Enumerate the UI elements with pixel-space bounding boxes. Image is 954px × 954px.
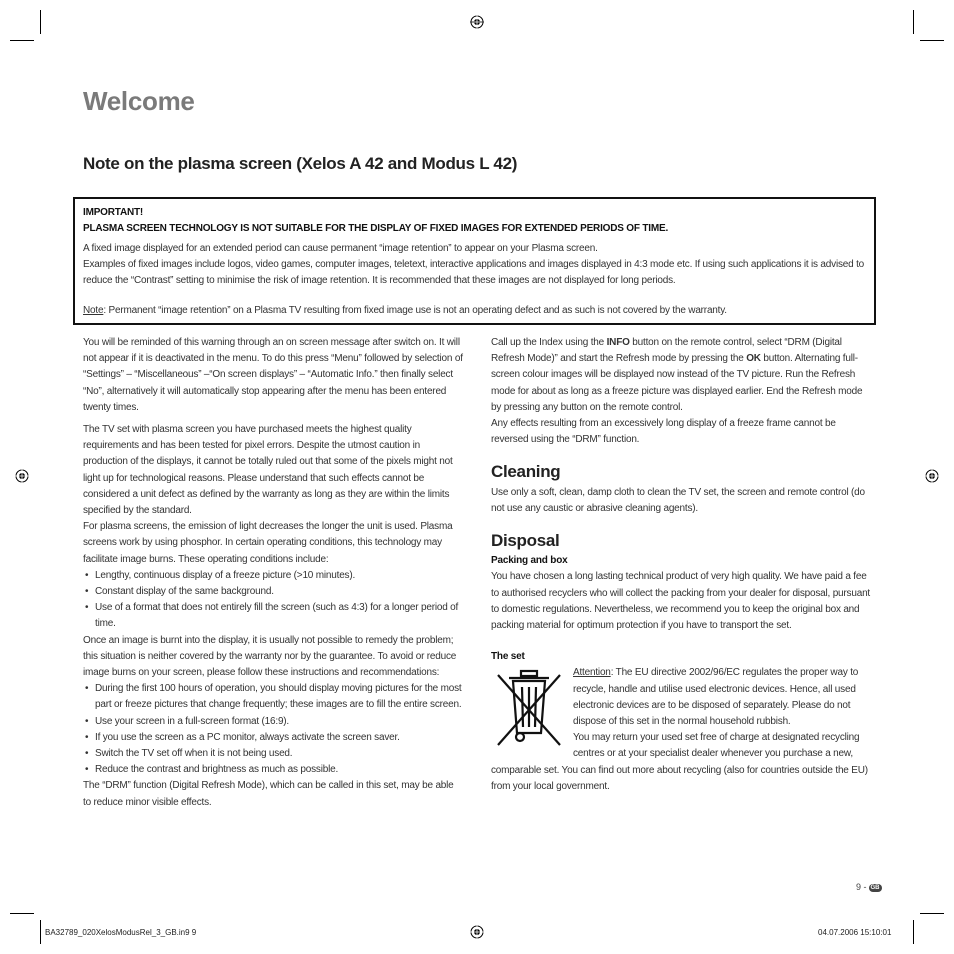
- note-label: Note: [83, 305, 104, 316]
- text-run: button on the remote control, select “DRM (Digital Refresh Mode)” and start the Refresh mode by pressing the: [491, 337, 842, 365]
- list-item: • During the first 100 hours of operation, you should display moving pictures for the most part or freeze pictures that change frequently; these images are to fill the entire screen.: [83, 681, 463, 713]
- footer-file-info: BA32789_020XelosModusRel_3_GB.in9 9: [45, 928, 197, 937]
- paragraph: The TV set with plasma screen you have purchased meets the highest quality requirements and has been tested for pixel errors. Despite the utmost caution in production of the displays, it cannot be totally ruled out that some of the pixels might not light up for technological reasons. Please understand that such effects cannot be considered a unit defect as defined by the warranty as long as they are within the limits specified by the standard.: [83, 424, 453, 517]
- list-item: • Use of a format that does not entirely fill the screen (such as 4:3) for a longer period of time.: [83, 600, 463, 632]
- list-item: • Reduce the contrast and brightness as much as possible.: [83, 762, 463, 778]
- attention-label: Attention: [573, 667, 611, 679]
- set-block: [491, 665, 872, 795]
- paragraph: You will be reminded of this warning through an on screen message after switch on. It will not appear if it is deactivated in the menu. To do this press “Menu” followed by selection of “Settings” – “Miscellaneous” –“On screen displays” – “Automatic Info.” then finally select “No”, alternatively it will automatically stop appearing after the menu has been entered twenty times.: [83, 337, 463, 413]
- country-badge: GB: [870, 884, 880, 891]
- ok-key-label: OK: [746, 353, 761, 365]
- list-item: • Lengthy, continuous display of a freeze picture (>10 minutes).: [83, 568, 463, 584]
- cleaning-heading: Cleaning: [491, 462, 561, 482]
- text-run: button. Alternating full-screen colour images will be displayed now instead of the TV picture. Run the Refresh mode for about as long as a freeze picture was displayed earlier. End the Refresh mode by pressing any button on the remote control.: [491, 353, 863, 413]
- list-item: • Constant display of the same background.: [83, 584, 463, 600]
- crop-mark: [913, 920, 914, 944]
- text-run: Call up the Index using the: [491, 337, 607, 348]
- paragraph: Use only a soft, clean, damp cloth to clean the TV set, the screen and remote control (do not use any caustic or abrasive cleaning agents).: [491, 486, 865, 514]
- crop-mark: [920, 40, 944, 41]
- note-text: : Permanent “image retention” on a Plasma TV resulting from fixed image use is not an operating defect and as such is not covered by the warranty.: [103, 305, 727, 316]
- info-key-label: INFO: [606, 337, 630, 348]
- warning-important: IMPORTANT!: [83, 207, 144, 218]
- crop-mark: [10, 40, 34, 41]
- section-title: Note on the plasma screen (Xelos A 42 and Modus L 42): [83, 154, 518, 173]
- disposal-heading: Disposal: [491, 531, 560, 551]
- crossed-bin-icon: [493, 669, 565, 749]
- list-item: • Switch the TV set off when it is not being used.: [83, 746, 463, 762]
- paragraph: Once an image is burnt into the display, it is usually not possible to remedy the problem; this situation is neither covered by the warranty nor by the guarantee. To avoid or reduce image burns on your screen, please follow these instructions and recommendations:: [83, 634, 457, 679]
- paragraph: For plasma screens, the emission of light decreases the longer the unit is used. Plasma screens work by using phosphor. In certain operating conditions, this technology may facilitate image burns. These operating conditions include:: [83, 521, 453, 565]
- list-item: • Use your screen in a full-screen format (16:9).: [83, 714, 463, 730]
- warning-headline: PLASMA SCREEN TECHNOLOGY IS NOT SUITABLE FOR THE DISPLAY OF FIXED IMAGES FOR EXTENDED PERIODS OF TIME.: [83, 223, 669, 234]
- right-column: [491, 335, 872, 795]
- paragraph: You may return your used set free of charge at designated recycling centres or at your specialist dealer whenever you purchase a new, comparable set. You can find out more about recycling (also for countries outside the EU) from your local government.: [491, 732, 868, 792]
- paragraph: The “DRM” function (Digital Refresh Mode), which can be called in this set, may be able to reduce minor visible effects.: [83, 780, 454, 808]
- warning-box: [73, 197, 876, 325]
- registration-mark-icon: [470, 925, 484, 939]
- crop-mark: [913, 10, 914, 34]
- page-number-text: 9 -: [856, 882, 867, 892]
- registration-mark-icon: [470, 15, 484, 29]
- warning-note: [83, 303, 866, 319]
- bullet-list: [83, 568, 463, 633]
- registration-mark-icon: [15, 469, 29, 483]
- paragraph: You have chosen a long lasting technical product of very high quality. We have paid a fee to authorised recyclers who will collect the packing from your dealer for disposal, pursuant to domestic regulations. Nevertheless, we recommend you to keep the original box and packing material for optimum protection if you have to transport the set.: [491, 571, 871, 632]
- warning-line: A fixed image displayed for an extended period can cause permanent “image retention” to appear on your Plasma screen.: [83, 243, 598, 254]
- paragraph: Any effects resulting from an excessively long display of a freeze frame cannot be reversed using the “DRM” function.: [491, 418, 836, 446]
- crop-mark: [40, 10, 41, 34]
- drm-paragraph: [491, 335, 872, 416]
- set-heading: The set: [491, 651, 525, 663]
- bullet-list: [83, 681, 463, 778]
- page-title: Welcome: [83, 86, 195, 116]
- page-number: [856, 882, 882, 892]
- crop-mark: [920, 913, 944, 914]
- warning-line: Examples of fixed images include logos, video games, computer images, teletext, interactive applications and images displayed in 4:3 mode etc. If using such applications it is advised to reduce the “Contrast” setting to minimise the risk of image retention. It is recommended that these images are not displayed for long periods.: [83, 259, 865, 286]
- left-column: [83, 335, 463, 811]
- attention-text: : The EU directive 2002/96/EC regulates the proper way to recycle, handle and utilise used electronic devices. Hence, all used electronic devices are to be disposed of separately. Please do not dispose of this set in the normal household rubbish.: [573, 667, 859, 728]
- crop-mark: [40, 920, 41, 944]
- crop-mark: [10, 913, 34, 914]
- footer-timestamp: 04.07.2006 15:10:01: [818, 928, 892, 937]
- packing-heading: Packing and box: [491, 555, 568, 567]
- registration-mark-icon: [925, 469, 939, 483]
- list-item: • If you use the screen as a PC monitor, always activate the screen saver.: [83, 730, 463, 746]
